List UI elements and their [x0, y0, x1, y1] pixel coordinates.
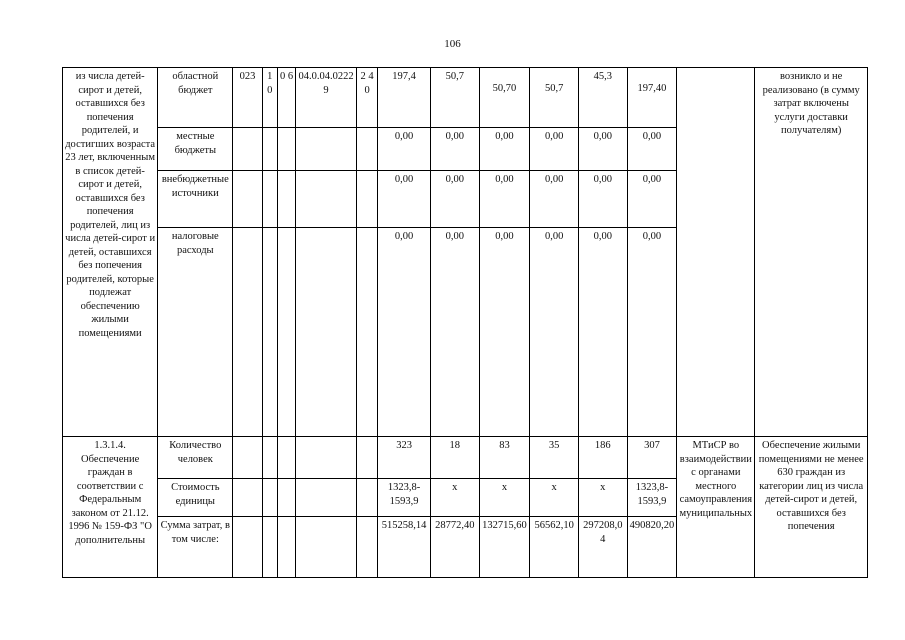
value-cell: 0,00 [578, 228, 627, 437]
value-cell: 50,7 [530, 68, 579, 128]
value-cell: х [578, 479, 627, 517]
value-cell: 50,7 [430, 68, 479, 128]
empty-cell [233, 479, 262, 517]
empty-cell [262, 128, 277, 171]
value-cell: 297208,04 [578, 517, 627, 578]
value-cell: 0,00 [479, 171, 530, 228]
value-cell: 132715,60 [479, 517, 530, 578]
grbs-code-cell: 023 [233, 68, 262, 128]
empty-cell [262, 228, 277, 437]
value-cell: 0,00 [627, 228, 677, 437]
value-cell: 515258,14 [378, 517, 431, 578]
funding-source-cell: Количество человек [158, 437, 233, 479]
value-cell: 0,00 [378, 171, 431, 228]
value-cell: 0,00 [430, 171, 479, 228]
funding-source-cell: внебюджетные источники [158, 171, 233, 228]
empty-cell [277, 437, 295, 479]
value-cell: х [530, 479, 579, 517]
empty-cell [233, 517, 262, 578]
result-cell: Обеспечение жилыми помещениями не менее 630 граждан из категории лиц из числа детей-сирот и детей, оставшихся без попечения [755, 437, 868, 578]
empty-cell [277, 517, 295, 578]
value-cell: 0,00 [530, 128, 579, 171]
value-cell: 0,00 [627, 128, 677, 171]
empty-cell [296, 171, 357, 228]
empty-cell [262, 171, 277, 228]
measure-name-cell: 1.3.1.4. Обеспечение граждан в соответствии с Федеральным законом от 21.12. 1996 № 159-ФЗ "О дополнительны [63, 437, 158, 578]
empty-cell [233, 228, 262, 437]
table-row [63, 437, 868, 479]
empty-cell [277, 128, 295, 171]
value-cell: 0,00 [530, 171, 579, 228]
empty-cell [296, 437, 357, 479]
program-table [62, 67, 868, 578]
empty-cell [356, 128, 377, 171]
executor-cell [677, 68, 755, 437]
empty-cell [277, 171, 295, 228]
vr-code-cell: 2 4 0 [356, 68, 377, 128]
empty-cell [277, 228, 295, 437]
value-cell: 83 [479, 437, 530, 479]
measure-name-cell: из числа детей-сирот и детей, оставшихся без попечения родителей, и достигших возраста 23 лет, включенным в список детей-сирот и детей, оставшихся без попечения родителей, лиц из числа детей-сирот и детей, оставшихся без попечения родителей, которые подлежат обеспечению жилыми помещениями [63, 68, 158, 437]
empty-cell [356, 517, 377, 578]
value-cell: х [479, 479, 530, 517]
value-cell: 490820,20 [627, 517, 677, 578]
value-cell: 0,00 [578, 128, 627, 171]
rz-code-cell: 1 0 [262, 68, 277, 128]
value-cell: 186 [578, 437, 627, 479]
empty-cell [233, 171, 262, 228]
empty-cell [356, 479, 377, 517]
funding-source-cell: Сумма затрат, в том числе: [158, 517, 233, 578]
result-cell: возникло и не реализовано (в сумму затрат включены услуги доставки получателям) [755, 68, 868, 437]
value-cell: 0,00 [578, 171, 627, 228]
funding-source-cell: местные бюджеты [158, 128, 233, 171]
value-cell: 0,00 [430, 128, 479, 171]
value-cell: 1323,8-1593,9 [378, 479, 431, 517]
executor-cell: МТиСР во взаимодействии с органами местного самоуправления муниципальных [677, 437, 755, 578]
value-cell: 0,00 [530, 228, 579, 437]
empty-cell [296, 228, 357, 437]
value-cell: 197,4 [378, 68, 431, 128]
empty-cell [356, 437, 377, 479]
empty-cell [262, 517, 277, 578]
value-cell: 197,40 [627, 68, 677, 128]
funding-source-cell: налоговые расходы [158, 228, 233, 437]
table-row [63, 68, 868, 128]
value-cell: 0,00 [627, 171, 677, 228]
funding-source-cell: областной бюджет [158, 68, 233, 128]
pr-code-cell: 0 6 [277, 68, 295, 128]
page-number: 106 [444, 38, 461, 50]
funding-source-cell: Стоимость единицы [158, 479, 233, 517]
empty-cell [356, 171, 377, 228]
value-cell: 56562,10 [530, 517, 579, 578]
empty-cell [296, 517, 357, 578]
empty-cell [233, 437, 262, 479]
empty-cell [277, 479, 295, 517]
value-cell: 0,00 [430, 228, 479, 437]
empty-cell [262, 479, 277, 517]
empty-cell [296, 128, 357, 171]
empty-cell [296, 479, 357, 517]
value-cell: х [430, 479, 479, 517]
empty-cell [356, 228, 377, 437]
csr-code-cell: 04.0.04.02229 [296, 68, 357, 128]
value-cell: 45,3 [578, 68, 627, 128]
empty-cell [233, 128, 262, 171]
value-cell: 35 [530, 437, 579, 479]
empty-cell [262, 437, 277, 479]
value-cell: 323 [378, 437, 431, 479]
value-cell: 307 [627, 437, 677, 479]
value-cell: 18 [430, 437, 479, 479]
value-cell: 0,00 [378, 128, 431, 171]
value-cell: 50,70 [479, 68, 530, 128]
value-cell: 1323,8-1593,9 [627, 479, 677, 517]
value-cell: 0,00 [378, 228, 431, 437]
value-cell: 0,00 [479, 128, 530, 171]
value-cell: 0,00 [479, 228, 530, 437]
value-cell: 28772,40 [430, 517, 479, 578]
